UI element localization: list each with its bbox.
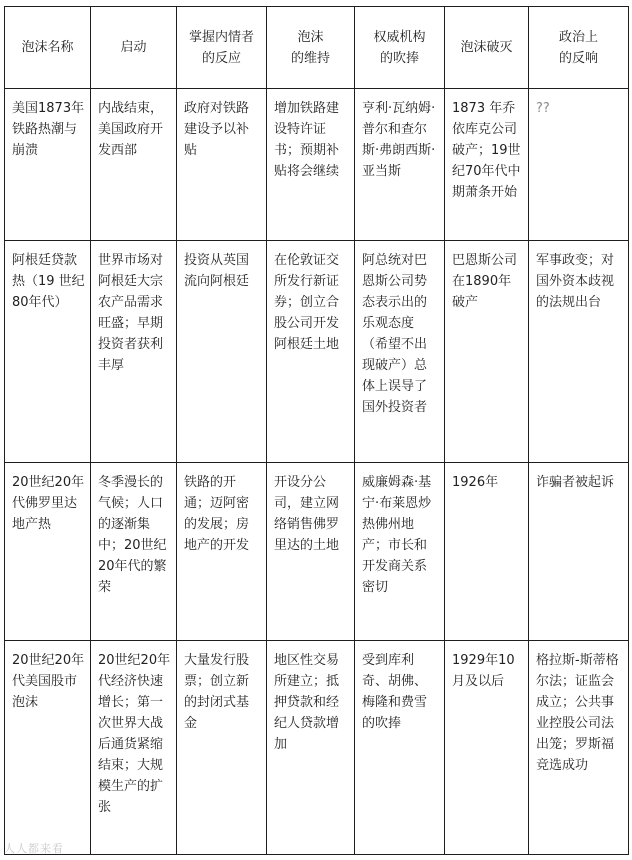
cell-bubble-burst: 1929年10月及以后 (445, 641, 529, 855)
header-bubble-sustain: 泡沫 的维持 (267, 7, 355, 89)
cell-authority-hype: 威廉姆森·基宁·布莱恩炒热佛州地产；市长和开发商关系密切 (355, 463, 445, 641)
header-bubble-burst: 泡沫破灭 (445, 7, 529, 89)
cell-political-response: 军事政变；对国外资本歧视的法规出台 (529, 241, 629, 463)
cell-insider-reaction: 大量发行股票；创立新的封闭式基金 (177, 641, 267, 855)
table-row (5, 641, 629, 855)
cell-bubble-sustain: 开设分公司，建立网络销售佛罗里达的土地 (267, 463, 355, 641)
cell-trigger: 世界市场对阿根廷大宗农产品需求旺盛；早期投资者获利丰厚 (91, 241, 177, 463)
table-row (5, 89, 629, 241)
cell-bubble-sustain: 地区性交易所建立；抵押贷款和经纪人贷款增加 (267, 641, 355, 855)
cell-authority-hype: 阿总统对巴恩斯公司势态表示出的乐观态度（希望不出现破产）总体上误导了国外投资者 (355, 241, 445, 463)
cell-insider-reaction: 铁路的开通；迈阿密的发展；房地产的开发 (177, 463, 267, 641)
table-row (5, 463, 629, 641)
cell-bubble-name: 20世纪20年代佛罗里达地产热 (5, 463, 91, 641)
cell-bubble-burst: 巴恩斯公司在1890年破产 (445, 241, 529, 463)
cell-bubble-sustain: 增加铁路建设特许证书；预期补贴将会继续 (267, 89, 355, 241)
header-authority-hype: 权威机构 的吹捧 (355, 7, 445, 89)
header-political-response: 政治上 的反响 (529, 7, 629, 89)
watermark: 人人都来看 (4, 842, 64, 855)
header-bubble-name: 泡沫名称 (5, 7, 91, 89)
cell-political-response: 格拉斯-斯蒂格尔法；证监会成立；公共事业控股公司法出笼；罗斯福竞选成功 (529, 641, 629, 855)
cell-trigger: 20世纪20年代经济快速增长；第一次世界大战后通货紧缩结束；大规模生产的扩张 (91, 641, 177, 855)
cell-insider-reaction: 政府对铁路建设予以补贴 (177, 89, 267, 241)
cell-bubble-name: 阿根廷贷款热（19 世纪80年代） (5, 241, 91, 463)
cell-insider-reaction: 投资从英国流向阿根廷 (177, 241, 267, 463)
cell-authority-hype: 亨利·瓦纳姆·普尔和查尔斯·弗朗西斯·亚当斯 (355, 89, 445, 241)
cell-bubble-name: 美国1873年铁路热潮与崩溃 (5, 89, 91, 241)
cell-trigger: 冬季漫长的气候；人口的逐渐集中；20世纪20年代的繁荣 (91, 463, 177, 641)
cell-political-response: ?? (529, 89, 629, 241)
header-trigger: 启动 (91, 7, 177, 89)
cell-bubble-burst: 1926年 (445, 463, 529, 641)
cell-trigger: 内战结束，美国政府开发西部 (91, 89, 177, 241)
cell-bubble-burst: 1873 年乔依库克公司破产；19世纪70年代中期萧条开始 (445, 89, 529, 241)
table-row (5, 241, 629, 463)
header-insider-reaction: 掌握内情者 的反应 (177, 7, 267, 89)
header-row (5, 7, 629, 89)
cell-political-response: 诈骗者被起诉 (529, 463, 629, 641)
bubble-comparison-table (4, 6, 629, 855)
cell-bubble-sustain: 在伦敦证交所发行新证券；创立合股公司开发阿根廷土地 (267, 241, 355, 463)
cell-bubble-name: 20世纪20年代美国股市泡沫 (5, 641, 91, 855)
cell-authority-hype: 受到库利奇、胡佛、梅隆和费雪的吹捧 (355, 641, 445, 855)
